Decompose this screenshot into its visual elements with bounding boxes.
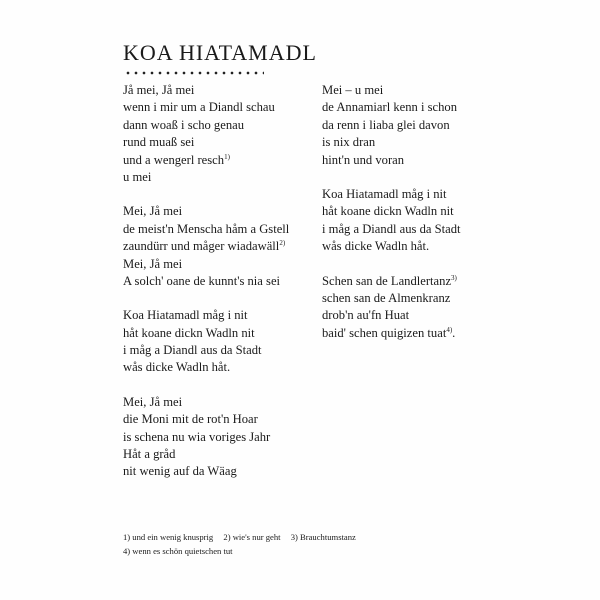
lyric-line [123, 359, 323, 376]
lyric-text: is schena nu wia voriges Jahr [123, 429, 271, 444]
footnote-1: 1) und ein wenig knusprig [123, 532, 214, 542]
lyric-line [322, 273, 522, 290]
lyric-text: rund muaß sei [123, 135, 195, 150]
lyric-text: zaundürr und måger wiadawäll [123, 239, 280, 254]
lyric-text: Schen san de Landlertanz [322, 273, 452, 288]
stanza [123, 203, 323, 290]
lyric-text: de Annamiarl kenn i schon [322, 100, 458, 115]
lyrics-left-column [123, 82, 323, 498]
lyric-punctuation: . [452, 325, 456, 340]
footnote-4: 4) wenn es schön quietschen tut [123, 545, 233, 556]
lyric-line [123, 82, 323, 99]
lyric-line [123, 134, 323, 151]
lyric-line [322, 307, 522, 324]
footnote-row [123, 545, 364, 559]
footnote-row [123, 531, 364, 545]
lyric-line [322, 325, 522, 342]
lyric-line [123, 463, 323, 480]
lyric-line [322, 82, 522, 99]
lyric-text: håt koane dickn Wadln nit [322, 204, 454, 219]
lyric-line [123, 273, 323, 290]
song-title: KOA HIATAMADL [123, 40, 317, 65]
lyric-text: baid' schen quigizen tuat [322, 325, 447, 340]
lyric-line [123, 221, 323, 238]
lyric-text: u mei [123, 169, 152, 184]
lyric-line [322, 134, 522, 151]
lyric-text: Håt a gråd [123, 447, 176, 462]
lyric-text: die Moni mit de rot'n Hoar [123, 412, 258, 427]
lyric-line [123, 429, 323, 446]
lyric-line [123, 99, 323, 116]
lyric-text: wås dicke Wadln håt. [123, 360, 231, 375]
lyric-text: Koa Hiatamadl måg i nit [123, 308, 248, 323]
lyric-line [123, 342, 323, 359]
lyric-text: i måg a Diandl aus da Stadt [123, 343, 262, 358]
lyric-line [123, 394, 323, 411]
lyric-line [322, 99, 522, 116]
lyric-text: is nix dran [322, 135, 376, 150]
footnote-marker: 3) [451, 273, 457, 282]
lyric-text: da renn i liaba glei davon [322, 117, 450, 132]
footnote-marker: 4) [446, 325, 453, 334]
lyric-text: nit wenig auf da Wäag [123, 464, 237, 479]
lyric-line [322, 152, 522, 169]
lyric-text: drob'n au'fn Huat [322, 308, 410, 323]
lyric-text: i måg a Diandl aus da Stadt [322, 221, 461, 236]
lyric-text: schen san de Almenkranz [322, 290, 451, 305]
lyric-text: Mei – u mei [322, 83, 384, 97]
lyric-line [322, 203, 522, 220]
lyric-line [123, 256, 323, 273]
lyric-line [322, 186, 522, 203]
lyric-line [123, 411, 323, 428]
footnote-2: 2) wie's nur geht [223, 532, 281, 542]
lyric-line [322, 117, 522, 134]
lyric-line [123, 307, 323, 324]
lyric-text: A solch' oane de kunnt's nia sei [123, 273, 281, 288]
stanza [322, 82, 522, 169]
lyric-text: Jå mei, Jå mei [123, 83, 195, 97]
lyric-text: håt koane dickn Wadln nit [123, 325, 255, 340]
footnote-3: 3) Brauchtumstanz [290, 532, 356, 542]
lyric-text: dann woaß i scho genau [123, 117, 245, 132]
lyric-text: Mei, Jå mei [123, 394, 183, 409]
lyric-text: und a wengerl resch [123, 152, 225, 167]
lyric-line [123, 446, 323, 463]
lyric-line [322, 221, 522, 238]
lyric-line [123, 238, 323, 255]
stanza [322, 186, 522, 256]
lyric-line [123, 325, 323, 342]
stanza [322, 273, 522, 343]
lyric-text: Mei, Jå mei [123, 256, 183, 271]
lyric-line [123, 203, 323, 220]
lyric-line [123, 152, 323, 169]
lyric-line [123, 117, 323, 134]
stanza [123, 82, 323, 186]
stanza [123, 394, 323, 481]
footnote-marker: 1) [224, 152, 230, 161]
lyric-line [123, 169, 323, 186]
footnotes [123, 531, 364, 558]
lyric-text: Mei, Jå mei [123, 204, 183, 219]
lyric-text: wenn i mir um a Diandl schau [123, 100, 275, 115]
lyric-text: de meist'n Menscha håm a Gstell [123, 221, 290, 236]
footnote-marker: 2) [279, 238, 286, 247]
lyrics-right-column [322, 82, 522, 359]
dotted-title-rule [124, 71, 264, 75]
lyric-line [322, 290, 522, 307]
stanza [123, 307, 323, 377]
lyric-text: hint'n und voran [322, 152, 405, 167]
lyric-text: wås dicke Wadln håt. [322, 239, 430, 254]
lyric-line [322, 238, 522, 255]
lyric-text: Koa Hiatamadl måg i nit [322, 186, 447, 201]
